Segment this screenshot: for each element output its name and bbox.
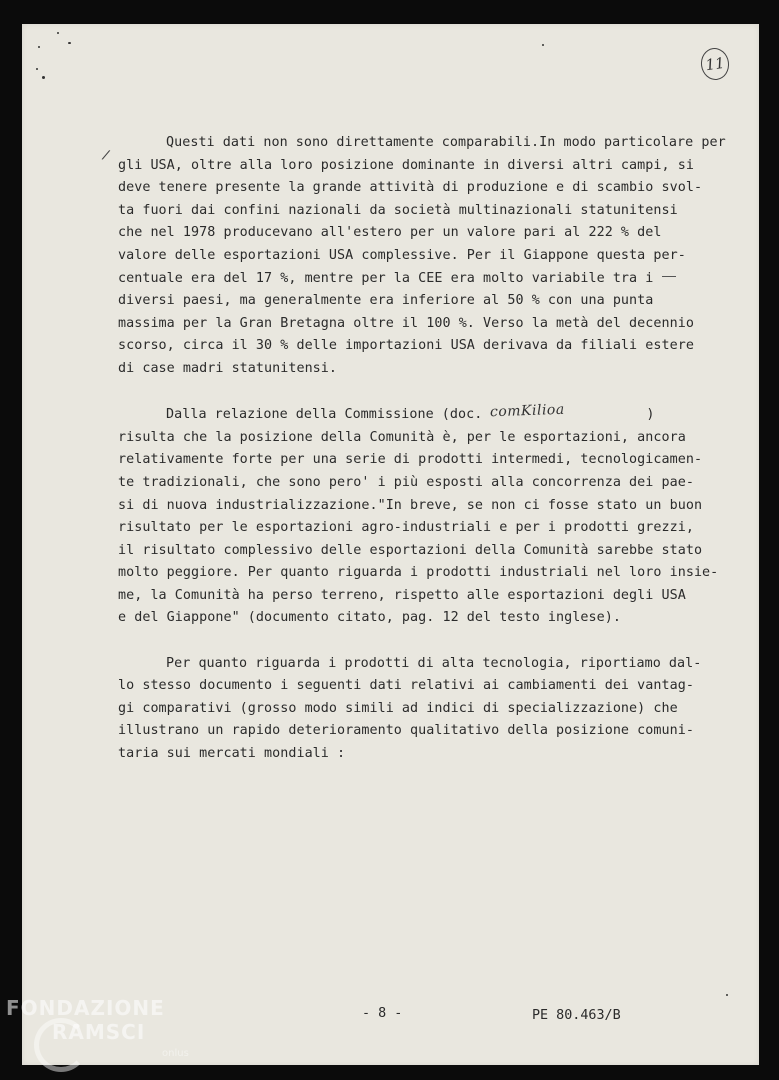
text-line: di case madri statunitensi. bbox=[118, 360, 338, 376]
text-line: lo stesso documento i seguenti dati relativi ai cambiamenti dei vantag- bbox=[118, 678, 694, 694]
paper-speck bbox=[68, 42, 71, 44]
paragraph-2 bbox=[118, 401, 719, 630]
footer-page-number: - 8 - bbox=[362, 1006, 403, 1021]
document-page bbox=[22, 24, 759, 1065]
paper-speck bbox=[726, 994, 728, 996]
text-line: gi comparativi (grosso modo simili ad indici di specializzazione) che bbox=[118, 700, 678, 716]
text-line: taria sui mercati mondiali : bbox=[118, 746, 346, 762]
text-line: risulta che la posizione della Comunità è, per le esportazioni, ancora bbox=[118, 429, 686, 445]
paragraph-1 bbox=[118, 132, 726, 381]
paper-speck bbox=[38, 46, 40, 48]
text-line: risultato per le esportazioni agro-industriali e per i prodotti grezzi, bbox=[118, 520, 694, 536]
text-line: si di nuova industrializzazione."In breve, se non ci fosse stato un buon bbox=[118, 497, 703, 513]
text-line: Questi dati non sono direttamente comparabili.In modo particolare per bbox=[166, 135, 726, 150]
text-line: me, la Comunità ha perso terreno, rispetto alle esportazioni degli USA bbox=[118, 587, 686, 603]
text-line: scorso, circa il 30 % delle importazioni USA derivava da filiali estere bbox=[118, 338, 694, 354]
text-fragment: Dalla relazione della Commissione (doc. bbox=[166, 407, 491, 423]
text-line-with-handwriting bbox=[118, 403, 708, 427]
margin-tick-mark: / bbox=[100, 147, 112, 164]
text-line: valore delle esportazioni USA complessive. Per il Giappone questa per- bbox=[118, 247, 686, 263]
text-line: massima per la Gran Bretagna oltre il 100 %. Verso la metà del decennio bbox=[118, 315, 694, 331]
text-line: Per quanto riguarda i prodotti di alta tecnologia, riportiamo dal- bbox=[166, 655, 702, 671]
text-fragment: ) bbox=[565, 407, 655, 423]
paper-speck bbox=[542, 44, 544, 46]
fondazione-gramsci-watermark bbox=[6, 996, 196, 1076]
text-line: gli USA, oltre alla loro posizione dominante in diversi altri campi, si bbox=[118, 157, 694, 173]
paper-speck bbox=[42, 76, 45, 79]
text-line: relativamente forte per una serie di prodotti intermedi, tecnologicamen- bbox=[118, 452, 703, 468]
document-body bbox=[118, 132, 726, 788]
watermark-suffix: onlus bbox=[162, 1048, 189, 1059]
watermark-line-2: RAMSCI bbox=[52, 1020, 146, 1044]
text-line: deve tenere presente la grande attività di produzione e di scambio svol- bbox=[118, 180, 703, 196]
text-line: ta fuori dai confini nazionali da società multinazionali statunitensi bbox=[118, 202, 678, 218]
text-line: il risultato complessivo delle esportazioni della Comunità sarebbe stato bbox=[118, 542, 703, 558]
paragraph-3 bbox=[118, 653, 708, 766]
text-line: diversi paesi, ma generalmente era inferiore al 50 % con una punta bbox=[118, 293, 654, 309]
paper-speck bbox=[36, 68, 38, 70]
text-line: illustrano un rapido deterioramento qualitativo della posizione comuni- bbox=[118, 723, 694, 739]
handwritten-insert: comKilioa bbox=[490, 401, 566, 421]
watermark-line-1: FONDAZIONE bbox=[6, 996, 165, 1020]
text-line: e del Giappone" (documento citato, pag. 12 del testo inglese). bbox=[118, 610, 621, 626]
paper-speck bbox=[57, 32, 59, 34]
text-line: che nel 1978 producevano all'estero per un valore pari al 222 % del bbox=[118, 225, 662, 241]
footer-document-reference: PE 80.463/B bbox=[532, 1008, 621, 1023]
text-line: te tradizionali, che sono pero' i più esposti alla concorrenza dei pae- bbox=[118, 474, 694, 490]
text-line: molto peggiore. Per quanto riguarda i prodotti industriali nel loro insie- bbox=[118, 565, 719, 581]
handwritten-page-mark: 11 bbox=[699, 46, 731, 82]
text-line: centuale era del 17 %, mentre per la CEE era molto variabile tra i bbox=[118, 270, 654, 286]
